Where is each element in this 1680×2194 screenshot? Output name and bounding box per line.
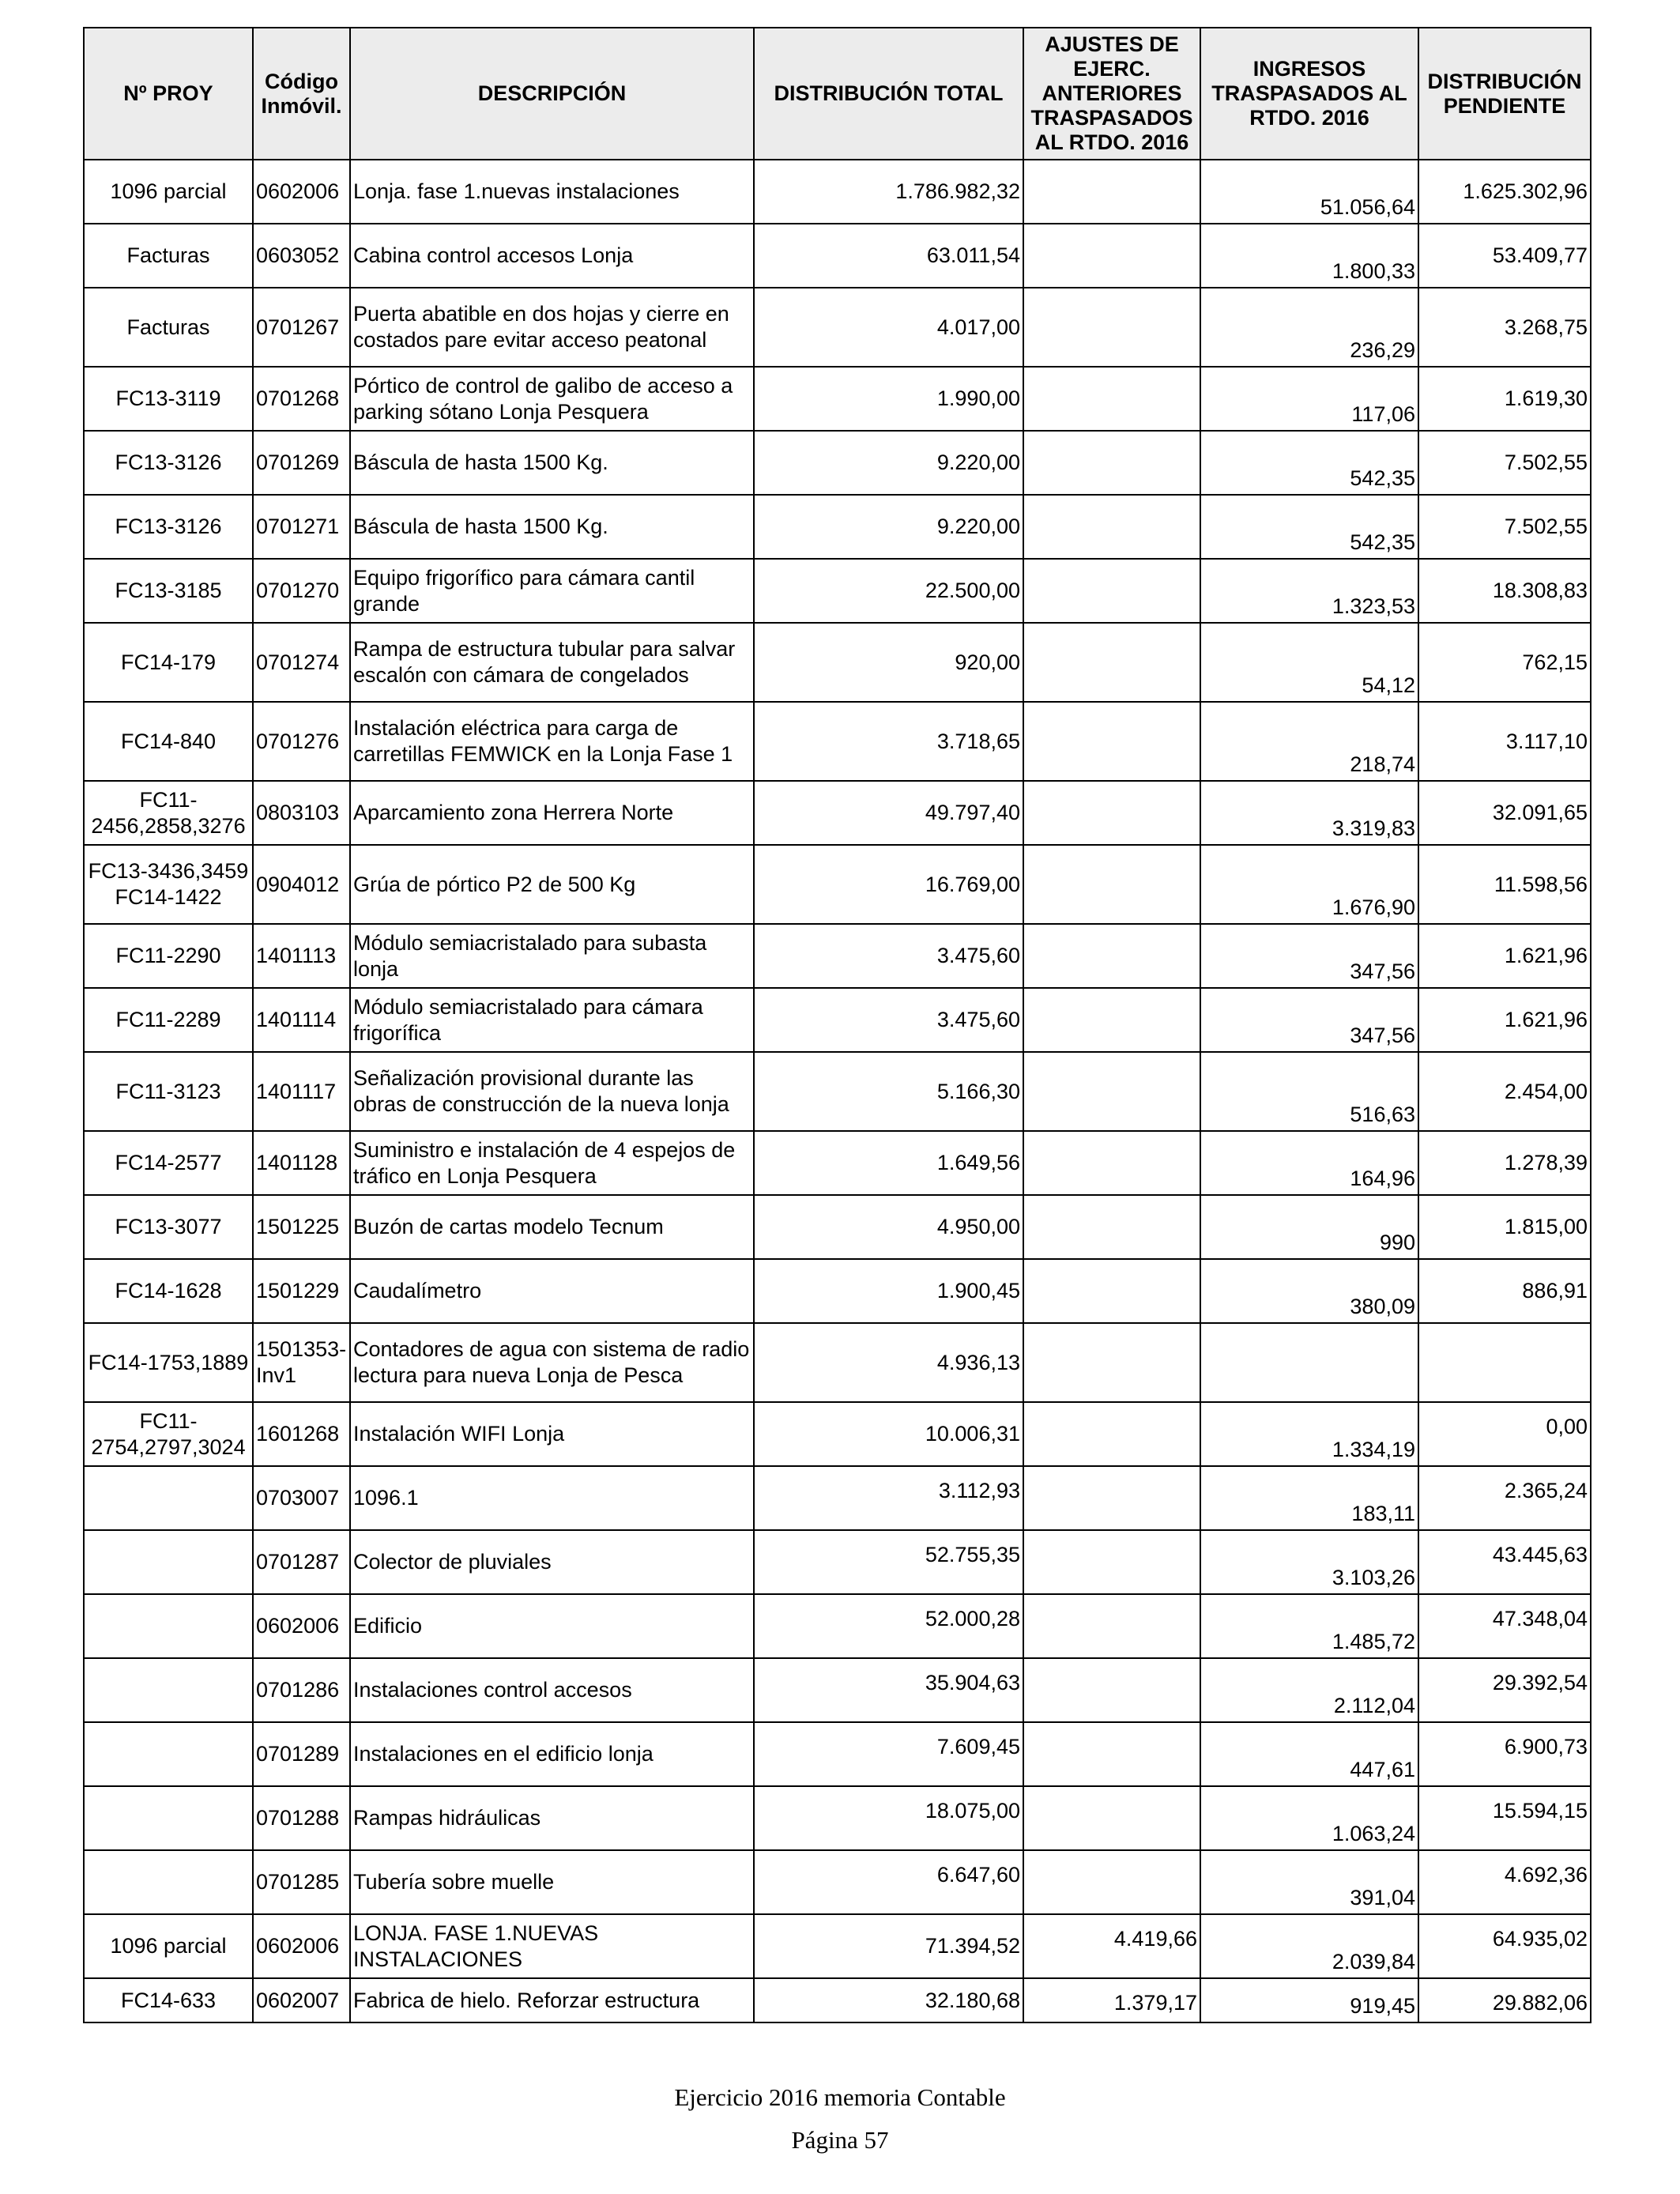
cell-distribucion-total: 4.017,00 — [754, 288, 1023, 367]
cell-proy: FC14-1628 — [84, 1259, 253, 1323]
cell-descripcion: Colector de pluviales — [350, 1530, 754, 1594]
cell-codigo: 0701287 — [253, 1530, 350, 1594]
cell-proy — [84, 1530, 253, 1594]
cell-descripcion: Módulo semiacristalado para cámara frigorífica — [350, 988, 754, 1052]
cell-descripcion: Tubería sobre muelle — [350, 1850, 754, 1914]
table-row — [84, 1914, 1591, 1978]
cell-proy: 1096 parcial — [84, 1914, 253, 1978]
cell-descripcion: Báscula de hasta 1500 Kg. — [350, 431, 754, 495]
cell-codigo: 0701270 — [253, 559, 350, 623]
cell-ajustes — [1023, 1402, 1200, 1466]
cell-pendiente: 29.882,06 — [1418, 1978, 1591, 2022]
cell-pendiente: 4.692,36 — [1418, 1850, 1591, 1914]
cell-pendiente: 1.278,39 — [1418, 1131, 1591, 1195]
cell-ajustes — [1023, 924, 1200, 988]
cell-ajustes — [1023, 845, 1200, 924]
table-row — [84, 224, 1591, 288]
cell-ingresos: 347,56 — [1200, 988, 1418, 1052]
table-row — [84, 988, 1591, 1052]
cell-ingresos: 2.112,04 — [1200, 1658, 1418, 1722]
cell-codigo: 0904012 — [253, 845, 350, 924]
cell-ingresos: 1.485,72 — [1200, 1594, 1418, 1658]
cell-ingresos: 183,11 — [1200, 1466, 1418, 1530]
cell-ajustes: 1.379,17 — [1023, 1978, 1200, 2022]
cell-descripcion: Contadores de agua con sistema de radio lectura para nueva Lonja de Pesca — [350, 1323, 754, 1402]
cell-proy — [84, 1850, 253, 1914]
cell-descripcion: Equipo frigorífico para cámara cantil grande — [350, 559, 754, 623]
cell-pendiente: 64.935,02 — [1418, 1914, 1591, 1978]
cell-proy: Facturas — [84, 288, 253, 367]
col-header-descripcion: DESCRIPCIÓN — [350, 28, 754, 160]
cell-ajustes — [1023, 559, 1200, 623]
cell-pendiente: 6.900,73 — [1418, 1722, 1591, 1786]
cell-distribucion-total: 1.786.982,32 — [754, 160, 1023, 224]
cell-ajustes — [1023, 702, 1200, 781]
cell-descripcion: 1096.1 — [350, 1466, 754, 1530]
table-row — [84, 431, 1591, 495]
cell-proy — [84, 1658, 253, 1722]
cell-pendiente: 762,15 — [1418, 623, 1591, 702]
cell-codigo: 1501225 — [253, 1195, 350, 1259]
table-row — [84, 1402, 1591, 1466]
cell-codigo: 1401117 — [253, 1052, 350, 1131]
cell-descripcion: Aparcamiento zona Herrera Norte — [350, 781, 754, 845]
cell-proy: FC13-3126 — [84, 431, 253, 495]
cell-ingresos — [1200, 1323, 1418, 1402]
cell-ingresos: 218,74 — [1200, 702, 1418, 781]
header-row — [84, 28, 1591, 160]
cell-pendiente: 7.502,55 — [1418, 495, 1591, 559]
cell-proy: FC14-179 — [84, 623, 253, 702]
cell-codigo: 0701274 — [253, 623, 350, 702]
table-row — [84, 1850, 1591, 1914]
cell-distribucion-total: 3.718,65 — [754, 702, 1023, 781]
cell-ingresos: 1.063,24 — [1200, 1786, 1418, 1850]
cell-pendiente: 1.625.302,96 — [1418, 160, 1591, 224]
table-row — [84, 1658, 1591, 1722]
cell-codigo: 1401128 — [253, 1131, 350, 1195]
table-row — [84, 1131, 1591, 1195]
col-header-pendiente: DISTRIBUCIÓN PENDIENTE — [1418, 28, 1591, 160]
cell-ingresos: 391,04 — [1200, 1850, 1418, 1914]
footer-page-number: Página 57 — [791, 2126, 889, 2154]
cell-proy — [84, 1594, 253, 1658]
cell-descripcion: LONJA. FASE 1.NUEVAS INSTALACIONES — [350, 1914, 754, 1978]
cell-ingresos: 990 — [1200, 1195, 1418, 1259]
cell-ajustes — [1023, 1259, 1200, 1323]
cell-ajustes — [1023, 1195, 1200, 1259]
table-row — [84, 559, 1591, 623]
cell-codigo: 0603052 — [253, 224, 350, 288]
cell-proy: FC14-1753,1889 — [84, 1323, 253, 1402]
cell-descripcion: Pórtico de control de galibo de acceso a parking sótano Lonja Pesquera — [350, 367, 754, 431]
cell-descripcion: Instalación WIFI Lonja — [350, 1402, 754, 1466]
cell-distribucion-total: 6.647,60 — [754, 1850, 1023, 1914]
cell-distribucion-total: 18.075,00 — [754, 1786, 1023, 1850]
cell-pendiente: 7.502,55 — [1418, 431, 1591, 495]
cell-ajustes — [1023, 1594, 1200, 1658]
cell-ingresos: 236,29 — [1200, 288, 1418, 367]
cell-codigo: 0701286 — [253, 1658, 350, 1722]
table-row — [84, 1466, 1591, 1530]
cell-pendiente: 53.409,77 — [1418, 224, 1591, 288]
cell-descripcion: Cabina control accesos Lonja — [350, 224, 754, 288]
cell-pendiente: 886,91 — [1418, 1259, 1591, 1323]
table-row — [84, 367, 1591, 431]
cell-pendiente: 32.091,65 — [1418, 781, 1591, 845]
cell-descripcion: Grúa de pórtico P2 de 500 Kg — [350, 845, 754, 924]
col-header-ingresos: INGRESOS TRASPASADOS AL RTDO. 2016 — [1200, 28, 1418, 160]
cell-descripcion: Buzón de cartas modelo Tecnum — [350, 1195, 754, 1259]
cell-proy: FC11-2289 — [84, 988, 253, 1052]
cell-descripcion: Báscula de hasta 1500 Kg. — [350, 495, 754, 559]
cell-descripcion: Suministro e instalación de 4 espejos de tráfico en Lonja Pesquera — [350, 1131, 754, 1195]
cell-proy: FC13-3119 — [84, 367, 253, 431]
cell-pendiente: 11.598,56 — [1418, 845, 1591, 924]
table-row — [84, 160, 1591, 224]
cell-distribucion-total: 7.609,45 — [754, 1722, 1023, 1786]
cell-proy: FC14-2577 — [84, 1131, 253, 1195]
cell-codigo: 0701268 — [253, 367, 350, 431]
cell-codigo: 1401114 — [253, 988, 350, 1052]
cell-distribucion-total: 920,00 — [754, 623, 1023, 702]
cell-pendiente — [1418, 1323, 1591, 1402]
cell-distribucion-total: 10.006,31 — [754, 1402, 1023, 1466]
cell-codigo: 0602006 — [253, 160, 350, 224]
cell-pendiente: 18.308,83 — [1418, 559, 1591, 623]
cell-ingresos: 54,12 — [1200, 623, 1418, 702]
cell-ajustes — [1023, 1530, 1200, 1594]
cell-ajustes — [1023, 1323, 1200, 1402]
cell-ingresos: 542,35 — [1200, 431, 1418, 495]
cell-ingresos: 51.056,64 — [1200, 160, 1418, 224]
table-row — [84, 1259, 1591, 1323]
cell-ingresos: 2.039,84 — [1200, 1914, 1418, 1978]
cell-distribucion-total: 1.649,56 — [754, 1131, 1023, 1195]
cell-ajustes — [1023, 1658, 1200, 1722]
cell-distribucion-total: 5.166,30 — [754, 1052, 1023, 1131]
cell-descripcion: Puerta abatible en dos hojas y cierre en costados pare evitar acceso peatonal — [350, 288, 754, 367]
cell-descripcion: Rampa de estructura tubular para salvar escalón con cámara de congelados — [350, 623, 754, 702]
footer-title: Ejercicio 2016 memoria Contable — [674, 2083, 1006, 2111]
cell-distribucion-total: 16.769,00 — [754, 845, 1023, 924]
cell-proy: FC11-2290 — [84, 924, 253, 988]
assets-table — [83, 27, 1591, 2023]
cell-distribucion-total: 4.950,00 — [754, 1195, 1023, 1259]
cell-pendiente: 1.621,96 — [1418, 988, 1591, 1052]
cell-distribucion-total: 3.112,93 — [754, 1466, 1023, 1530]
table-row — [84, 288, 1591, 367]
cell-descripcion: Edificio — [350, 1594, 754, 1658]
cell-proy — [84, 1722, 253, 1786]
cell-descripcion: Instalaciones en el edificio lonja — [350, 1722, 754, 1786]
cell-ajustes — [1023, 988, 1200, 1052]
cell-codigo: 1501229 — [253, 1259, 350, 1323]
cell-distribucion-total: 63.011,54 — [754, 224, 1023, 288]
cell-pendiente: 3.268,75 — [1418, 288, 1591, 367]
cell-pendiente: 0,00 — [1418, 1402, 1591, 1466]
cell-ingresos: 347,56 — [1200, 924, 1418, 988]
cell-codigo: 0701271 — [253, 495, 350, 559]
cell-pendiente: 47.348,04 — [1418, 1594, 1591, 1658]
cell-proy: FC13-3185 — [84, 559, 253, 623]
cell-pendiente: 1.621,96 — [1418, 924, 1591, 988]
cell-ajustes — [1023, 781, 1200, 845]
cell-descripcion: Caudalímetro — [350, 1259, 754, 1323]
cell-ingresos: 1.676,90 — [1200, 845, 1418, 924]
table-row — [84, 1195, 1591, 1259]
cell-ingresos: 1.800,33 — [1200, 224, 1418, 288]
cell-ajustes — [1023, 367, 1200, 431]
cell-distribucion-total: 35.904,63 — [754, 1658, 1023, 1722]
cell-codigo: 1401113 — [253, 924, 350, 988]
cell-distribucion-total: 52.000,28 — [754, 1594, 1023, 1658]
cell-codigo: 0803103 — [253, 781, 350, 845]
cell-distribucion-total: 32.180,68 — [754, 1978, 1023, 2022]
cell-ingresos: 542,35 — [1200, 495, 1418, 559]
cell-distribucion-total: 3.475,60 — [754, 924, 1023, 988]
cell-descripcion: Señalización provisional durante las obras de construcción de la nueva lonja — [350, 1052, 754, 1131]
cell-pendiente: 15.594,15 — [1418, 1786, 1591, 1850]
table-row — [84, 924, 1591, 988]
cell-ajustes — [1023, 623, 1200, 702]
cell-distribucion-total: 71.394,52 — [754, 1914, 1023, 1978]
table-row — [84, 495, 1591, 559]
cell-distribucion-total: 9.220,00 — [754, 495, 1023, 559]
cell-distribucion-total: 49.797,40 — [754, 781, 1023, 845]
table-row — [84, 1594, 1591, 1658]
table-row — [84, 1052, 1591, 1131]
cell-ajustes — [1023, 495, 1200, 559]
table-row — [84, 1978, 1591, 2022]
col-header-codigo: Código Inmóvil. — [253, 28, 350, 160]
cell-descripcion: Rampas hidráulicas — [350, 1786, 754, 1850]
cell-proy — [84, 1786, 253, 1850]
cell-distribucion-total: 9.220,00 — [754, 431, 1023, 495]
cell-ingresos: 117,06 — [1200, 367, 1418, 431]
cell-codigo: 0701269 — [253, 431, 350, 495]
cell-pendiente: 1.619,30 — [1418, 367, 1591, 431]
cell-proy: FC13-3126 — [84, 495, 253, 559]
cell-proy: FC11-3123 — [84, 1052, 253, 1131]
cell-ingresos: 3.103,26 — [1200, 1530, 1418, 1594]
cell-ingresos: 380,09 — [1200, 1259, 1418, 1323]
cell-codigo: 0701285 — [253, 1850, 350, 1914]
cell-descripcion: Módulo semiacristalado para subasta lonja — [350, 924, 754, 988]
cell-proy: FC14-840 — [84, 702, 253, 781]
cell-codigo: 0602006 — [253, 1594, 350, 1658]
cell-ajustes — [1023, 160, 1200, 224]
cell-codigo: 0602007 — [253, 1978, 350, 2022]
col-header-distribucion-total: DISTRIBUCIÓN TOTAL — [754, 28, 1023, 160]
table-row — [84, 1530, 1591, 1594]
cell-descripcion: Fabrica de hielo. Reforzar estructura — [350, 1978, 754, 2022]
cell-proy: FC11-2456,2858,3276 — [84, 781, 253, 845]
cell-ajustes — [1023, 431, 1200, 495]
cell-proy: Facturas — [84, 224, 253, 288]
cell-distribucion-total: 1.900,45 — [754, 1259, 1023, 1323]
cell-descripcion: Instalación eléctrica para carga de carretillas FEMWICK en la Lonja Fase 1 — [350, 702, 754, 781]
cell-ajustes — [1023, 1466, 1200, 1530]
cell-ingresos: 1.323,53 — [1200, 559, 1418, 623]
cell-codigo: 0703007 — [253, 1466, 350, 1530]
cell-descripcion: Instalaciones control accesos — [350, 1658, 754, 1722]
cell-pendiente: 43.445,63 — [1418, 1530, 1591, 1594]
cell-ingresos: 447,61 — [1200, 1722, 1418, 1786]
cell-distribucion-total: 3.475,60 — [754, 988, 1023, 1052]
cell-proy — [84, 1466, 253, 1530]
cell-ingresos: 516,63 — [1200, 1052, 1418, 1131]
cell-distribucion-total: 1.990,00 — [754, 367, 1023, 431]
table-row — [84, 1786, 1591, 1850]
table-row — [84, 623, 1591, 702]
cell-codigo: 0701276 — [253, 702, 350, 781]
cell-codigo: 0701289 — [253, 1722, 350, 1786]
table-row — [84, 1323, 1591, 1402]
cell-proy: FC14-633 — [84, 1978, 253, 2022]
col-header-ajustes: AJUSTES DE EJERC. ANTERIORES TRASPASADOS AL RTDO. 2016 — [1023, 28, 1200, 160]
cell-distribucion-total: 52.755,35 — [754, 1530, 1023, 1594]
cell-ingresos: 919,45 — [1200, 1978, 1418, 2022]
col-header-proy: Nº PROY — [84, 28, 253, 160]
cell-ingresos: 1.334,19 — [1200, 1402, 1418, 1466]
cell-distribucion-total: 4.936,13 — [754, 1323, 1023, 1402]
cell-pendiente: 2.365,24 — [1418, 1466, 1591, 1530]
cell-ajustes: 4.419,66 — [1023, 1914, 1200, 1978]
cell-ajustes — [1023, 1786, 1200, 1850]
cell-pendiente: 2.454,00 — [1418, 1052, 1591, 1131]
cell-codigo: 1501353-Inv1 — [253, 1323, 350, 1402]
table-row — [84, 702, 1591, 781]
cell-proy: FC13-3436,3459 FC14-1422 — [84, 845, 253, 924]
cell-ajustes — [1023, 1850, 1200, 1914]
table-body — [84, 160, 1591, 2022]
cell-codigo: 0701267 — [253, 288, 350, 367]
cell-codigo: 1601268 — [253, 1402, 350, 1466]
cell-pendiente: 1.815,00 — [1418, 1195, 1591, 1259]
table-row — [84, 845, 1591, 924]
cell-ajustes — [1023, 1722, 1200, 1786]
cell-descripcion: Lonja. fase 1.nuevas instalaciones — [350, 160, 754, 224]
cell-ingresos: 164,96 — [1200, 1131, 1418, 1195]
cell-pendiente: 29.392,54 — [1418, 1658, 1591, 1722]
cell-codigo: 0602006 — [253, 1914, 350, 1978]
cell-ajustes — [1023, 1052, 1200, 1131]
cell-proy: FC11-2754,2797,3024 — [84, 1402, 253, 1466]
cell-pendiente: 3.117,10 — [1418, 702, 1591, 781]
cell-ingresos: 3.319,83 — [1200, 781, 1418, 845]
table-row — [84, 781, 1591, 845]
cell-proy: FC13-3077 — [84, 1195, 253, 1259]
cell-ajustes — [1023, 1131, 1200, 1195]
cell-distribucion-total: 22.500,00 — [754, 559, 1023, 623]
cell-codigo: 0701288 — [253, 1786, 350, 1850]
cell-ajustes — [1023, 224, 1200, 288]
cell-proy: 1096 parcial — [84, 160, 253, 224]
table-row — [84, 1722, 1591, 1786]
cell-ajustes — [1023, 288, 1200, 367]
